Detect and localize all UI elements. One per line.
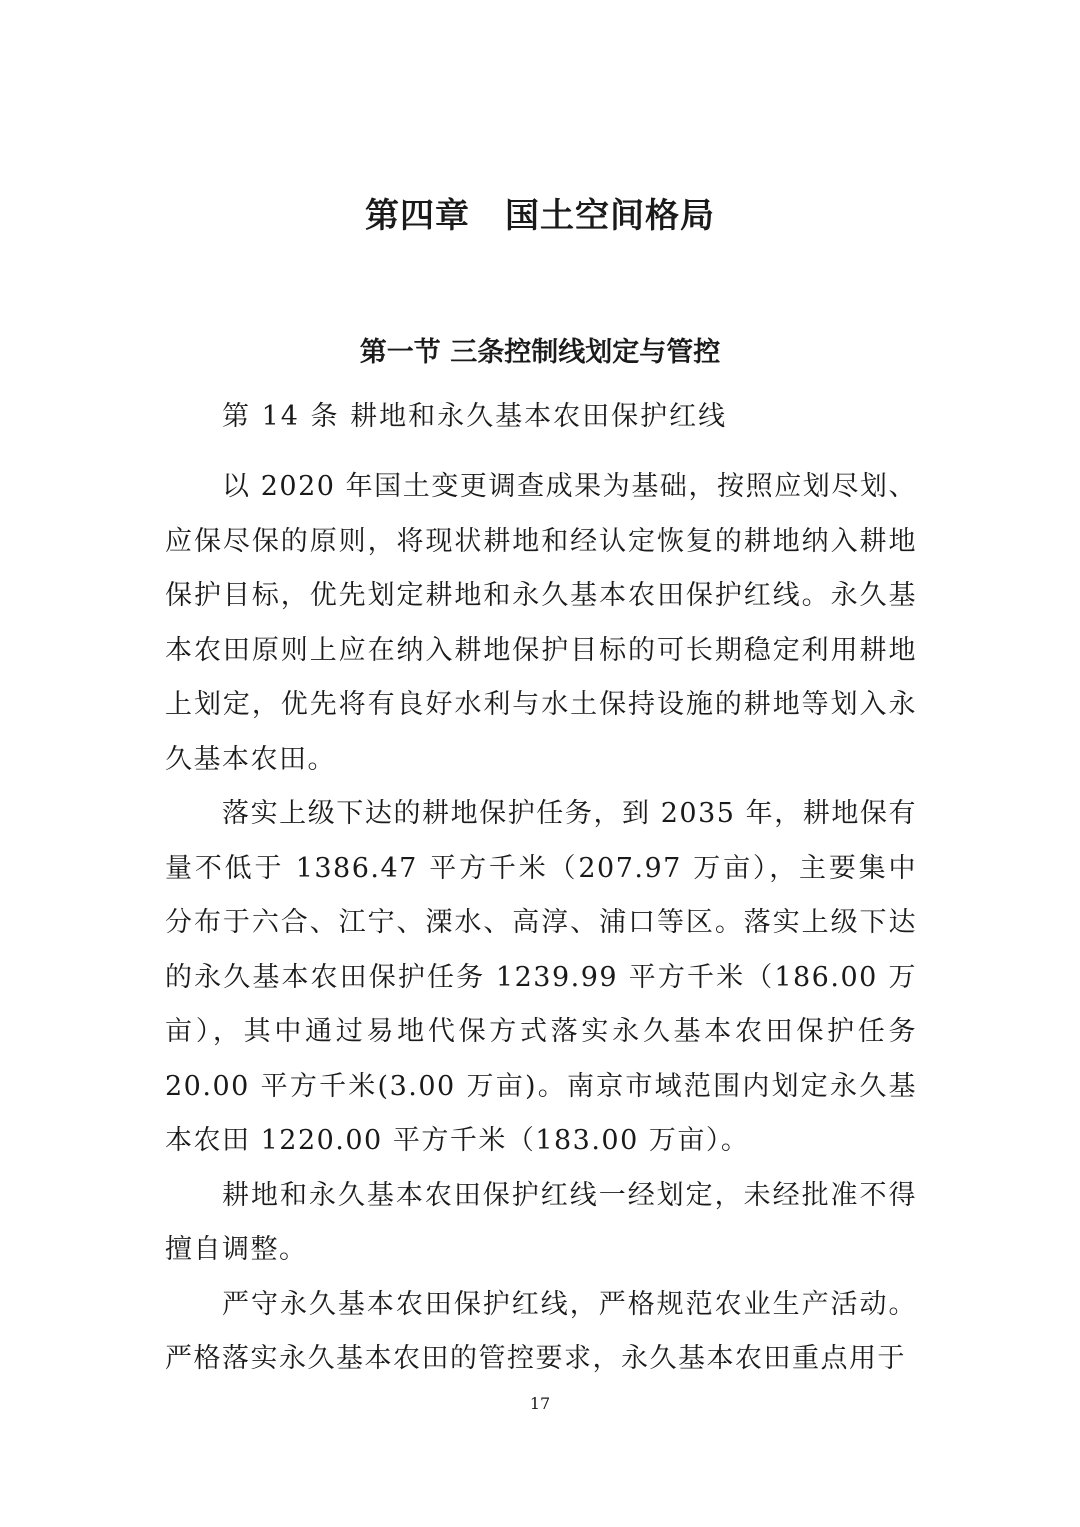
article-title: 第 14 条 耕地和永久基本农田保护红线 [222,401,728,432]
paragraph-2: 落实上级下达的耕地保护任务，到 2035 年，耕地保有量不低于 1386.47 平方千米（207.97 万亩），主要集中分布于六合、江宁、溧水、高淳、浦口等区。落实上级下达的永久基本农田保护任务 1239.99 平方千米（186.00 万亩），其中通过易地代保方式落实永久基本农田保护任务 20.00 平方千米(3.00 万亩)。南京市域范围内划定永久基本农田 1220.00 平方千米（183.00 万亩）。 [165,798,917,1156]
section-title: 第一节 三条控制线划定与管控 [359,337,721,368]
page-number: 17 [529,1394,551,1413]
body-text [165,460,917,1387]
paragraph-4: 严守永久基本农田保护红线，严格规范农业生产活动。严格落实永久基本农田的管控要求，永久基本农田重点用于 [165,1288,917,1374]
chapter-title: 第四章 国土空间格局 [365,196,715,236]
paragraph-3: 耕地和永久基本农田保护红线一经划定，未经批准不得擅自调整。 [165,1179,917,1265]
paragraph-1: 以 2020 年国土变更调查成果为基础，按照应划尽划、应保尽保的原则，将现状耕地和经认定恢复的耕地纳入耕地保护目标，优先划定耕地和永久基本农田保护红线。永久基本农田原则上应在纳入耕地保护目标的可长期稳定利用耕地上划定，优先将有良好水利与水土保持设施的耕地等划入永久基本农田。 [165,471,917,775]
